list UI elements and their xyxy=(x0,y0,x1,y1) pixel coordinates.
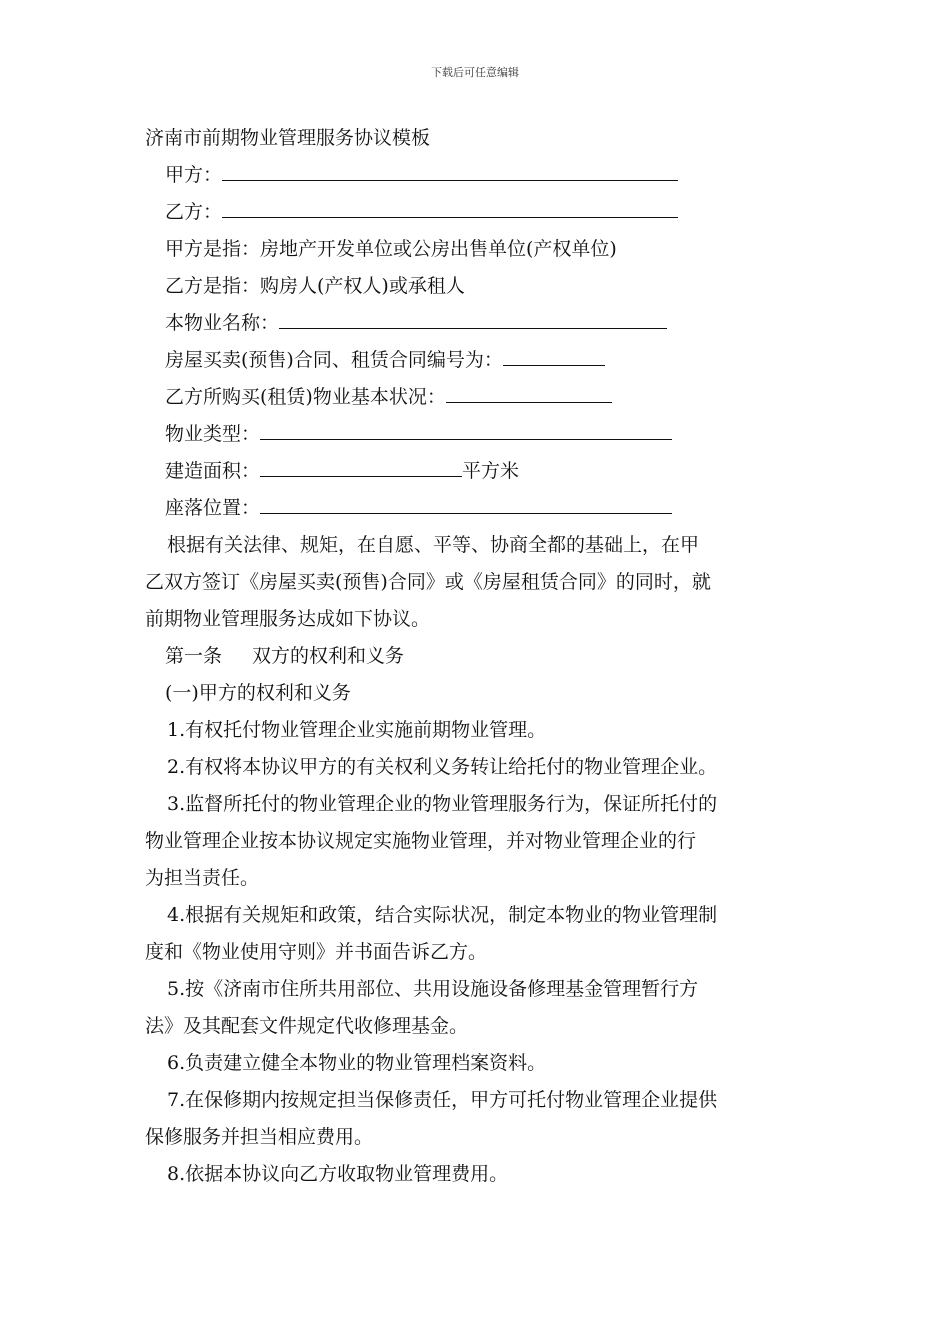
item-3-line-1: 3.监督所托付的物业管理企业的物业管理服务行为，保证所托付的 xyxy=(167,793,718,815)
building-area-unit: 平方米 xyxy=(462,460,520,482)
article-1-number: 第一条 xyxy=(165,645,223,667)
preamble-line-1: 根据有关法律、规矩，在自愿、平等、协商全都的基础上，在甲 xyxy=(167,534,700,556)
article-1-title: 双方的权利和义务 xyxy=(252,645,405,667)
item-4-line-2: 度和《物业使用守则》并书面告诉乙方。 xyxy=(145,941,488,963)
property-name-field xyxy=(145,305,810,342)
party-a-blank xyxy=(222,158,678,181)
article-1-heading xyxy=(145,638,810,675)
property-status-field xyxy=(145,379,810,416)
party-b-blank xyxy=(222,195,678,218)
document-title: 济南市前期物业管理服务协议模板 xyxy=(145,127,431,149)
item-3-line-2: 物业管理企业按本协议规定实施物业管理，并对物业管理企业的行 xyxy=(145,830,697,852)
location-blank xyxy=(260,491,672,514)
item-6: 6.负责建立健全本物业的物业管理档案资料。 xyxy=(167,1052,547,1074)
contract-number-label: 房屋买卖(预售)合同、租赁合同编号为： xyxy=(165,349,503,371)
item-3-line-3: 为担当责任。 xyxy=(145,867,260,889)
building-area-blank xyxy=(260,454,462,477)
party-a-field xyxy=(145,157,810,194)
contract-number-field xyxy=(145,342,810,379)
item-2: 2.有权将本协议甲方的有关权利义务转让给托付的物业管理企业。 xyxy=(167,756,718,778)
item-5-line-2: 法》及其配套文件规定代收修理基金。 xyxy=(145,1015,469,1037)
item-1: 1.有权托付物业管理企业实施前期物业管理。 xyxy=(167,719,547,741)
party-a-label: 甲方： xyxy=(165,164,223,186)
item-4-line-1: 4.根据有关规矩和政策，结合实际状况，制定本物业的物业管理制 xyxy=(167,904,718,926)
party-b-definition: 乙方是指：购房人(产权人)或承租人 xyxy=(165,275,465,297)
item-7-line-1: 7.在保修期内按规定担当保修责任，甲方可托付物业管理企业提供 xyxy=(167,1089,718,1111)
property-status-blank xyxy=(446,380,612,403)
property-status-label: 乙方所购买(租赁)物业基本状况： xyxy=(165,386,446,408)
item-5-line-1: 5.按《济南市住所共用部位、共用设施设备修理基金管理暂行方 xyxy=(167,978,699,1000)
party-b-label: 乙方： xyxy=(165,201,223,223)
item-7-line-2: 保修服务并担当相应费用。 xyxy=(145,1126,374,1148)
property-type-label: 物业类型： xyxy=(165,423,261,445)
property-name-label: 本物业名称： xyxy=(165,312,280,334)
preamble-line-2: 乙双方签订《房屋买卖(预售)合同》或《房屋租赁合同》的同时，就 xyxy=(145,571,711,593)
property-name-blank xyxy=(279,306,667,329)
item-8: 8.依据本协议向乙方收取物业管理费用。 xyxy=(167,1163,509,1185)
location-label: 座落位置： xyxy=(165,497,261,519)
property-type-field xyxy=(145,416,810,453)
document-body xyxy=(145,120,810,1193)
party-a-definition: 甲方是指：房地产开发单位或公房出售单位(产权单位) xyxy=(165,238,617,260)
party-b-field xyxy=(145,194,810,231)
preamble-line-3: 前期物业管理服务达成如下协议。 xyxy=(145,608,431,630)
section-1-heading: (一)甲方的权利和义务 xyxy=(165,682,351,704)
contract-number-blank xyxy=(503,343,605,366)
location-field xyxy=(145,490,810,527)
building-area-field xyxy=(145,453,810,490)
page-header: 下载后可任意编辑 xyxy=(431,66,519,79)
building-area-label: 建造面积： xyxy=(165,460,261,482)
property-type-blank xyxy=(260,417,672,440)
